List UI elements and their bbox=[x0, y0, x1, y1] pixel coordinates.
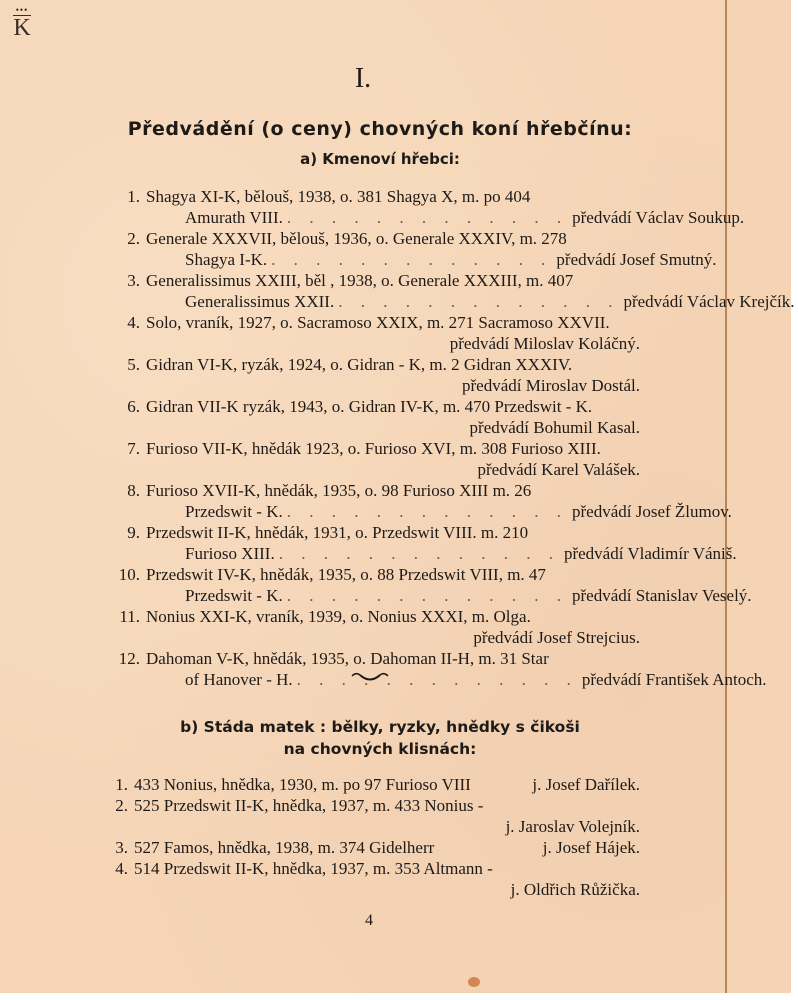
entry-continuation: of Hanover - H. bbox=[185, 670, 293, 689]
entry-number: 11. bbox=[119, 607, 140, 626]
leader-dots: . . . . . . . . . . . . . bbox=[286, 502, 568, 521]
entry-text: Przedswit IV-K, hnědák, 1935, o. 88 Przedswit VIII, m. 47 bbox=[146, 565, 546, 584]
mare-entry bbox=[100, 774, 640, 795]
section-b-title-line1: b) Stáda matek : bělky, ryzky, hnědky s čikoši bbox=[180, 718, 580, 736]
entry-keeper: j. Josef Dařílek. bbox=[532, 775, 640, 794]
stallion-entry bbox=[100, 228, 717, 270]
entry-presenter: předvádí Vladimír Vániš. bbox=[563, 544, 737, 563]
stallion-entry bbox=[100, 354, 640, 396]
page-number: 4 bbox=[365, 912, 373, 929]
leader-dots: . . . . . . . . . . . . . bbox=[296, 670, 578, 689]
entry-presenter: předvádí Václav Krejčík. bbox=[623, 292, 795, 311]
entry-presenter: předvádí Miloslav Koláčný. bbox=[449, 334, 640, 353]
logo-dots: ••• bbox=[15, 5, 29, 15]
entry-continuation: Amurath VIII. bbox=[185, 208, 283, 227]
entry-presenter: předvádí František Antoch. bbox=[581, 670, 767, 689]
entry-continuation: Shagya I-K. bbox=[185, 250, 268, 269]
entry-text: 525 Przedswit II-K, hnědka, 1937, m. 433 Nonius - bbox=[134, 796, 484, 815]
entry-number: 1. bbox=[115, 775, 128, 794]
entry-number: 12. bbox=[118, 649, 140, 668]
entry-number: 4. bbox=[127, 313, 140, 332]
entry-presenter: předvádí Josef Žlumov. bbox=[571, 502, 732, 521]
entry-number: 1. bbox=[127, 187, 140, 206]
ornament-divider-icon bbox=[330, 670, 410, 686]
leader-dots: . . . . . . . . . . . . . bbox=[338, 292, 620, 311]
stallion-entry bbox=[100, 564, 752, 606]
entry-number: 10. bbox=[118, 565, 140, 584]
entry-continuation: Przedswit - K. bbox=[185, 502, 283, 521]
entry-text: Furioso XVII-K, hnědák, 1935, o. 98 Furioso XIII m. 26 bbox=[146, 481, 532, 500]
entry-number: 6. bbox=[127, 397, 140, 416]
entry-text: Przedswit II-K, hnědák, 1931, o. Przedswit VIII. m. 210 bbox=[146, 523, 529, 542]
entry-continuation: Furioso XIII. bbox=[185, 544, 275, 563]
entry-text: Solo, vraník, 1927, o. Sacramoso XXIX, m. 271 Sacramoso XXVII. bbox=[146, 313, 610, 332]
k-logo-icon bbox=[11, 6, 33, 40]
folded-flap bbox=[727, 0, 791, 993]
entry-text: 433 Nonius, hnědka, 1930, m. po 97 Furioso VIII bbox=[134, 775, 471, 794]
entry-text: Dahoman V-K, hnědák, 1935, o. Dahoman II-H, m. 31 Star bbox=[146, 649, 549, 668]
stallion-list bbox=[100, 186, 795, 690]
entry-number: 2. bbox=[127, 229, 140, 248]
mare-entry bbox=[100, 795, 640, 837]
entry-text: Gidran VI-K, ryzák, 1924, o. Gidran - K, m. 2 Gidran XXXIV. bbox=[146, 355, 573, 374]
entry-presenter: předvádí Stanislav Veselý. bbox=[571, 586, 752, 605]
section-b-title-line2: na chovných klisnách: bbox=[283, 740, 477, 758]
entry-number: 9. bbox=[127, 523, 140, 542]
entry-text: Furioso VII-K, hnědák 1923, o. Furioso XVI, m. 308 Furioso XIII. bbox=[146, 439, 601, 458]
page-heading: Předvádění (o ceny) chovných koní hřebčínu: bbox=[127, 118, 633, 140]
entry-continuation: Przedswit - K. bbox=[185, 586, 283, 605]
entry-text: Gidran VII-K ryzák, 1943, o. Gidran IV-K, m. 470 Przedswit - K. bbox=[146, 397, 593, 416]
entry-presenter: předvádí Václav Soukup. bbox=[572, 208, 745, 227]
mare-list bbox=[100, 774, 640, 900]
entry-presenter: předvádí Josef Strejcius. bbox=[473, 628, 640, 647]
logo-letter: K bbox=[13, 15, 31, 41]
section-number: I. bbox=[354, 63, 372, 94]
mare-entry bbox=[100, 858, 640, 900]
leader-dots: . . . . . . . . . . . . . bbox=[286, 586, 568, 605]
entry-keeper: j. Jaroslav Volejník. bbox=[505, 817, 640, 836]
mare-entry bbox=[100, 837, 640, 858]
stallion-entry bbox=[100, 480, 732, 522]
stallion-entry bbox=[100, 312, 640, 354]
entry-number: 5. bbox=[127, 355, 140, 374]
entry-text: Generale XXXVII, bělouš, 1936, o. Generale XXXIV, m. 278 bbox=[146, 229, 567, 248]
leader-dots: . . . . . . . . . . . . . bbox=[278, 544, 560, 563]
stallion-entry bbox=[100, 270, 795, 312]
leader-dots: . . . . . . . . . . . . . bbox=[286, 208, 569, 227]
entry-text: 514 Przedswit II-K, hnědka, 1937, m. 353 Altmann - bbox=[134, 859, 493, 878]
entry-continuation: Generalissimus XXII. bbox=[185, 292, 335, 311]
entry-number: 3. bbox=[127, 271, 140, 290]
entry-number: 3. bbox=[115, 838, 128, 857]
section-a-title: a) Kmenoví hřebci: bbox=[300, 150, 460, 168]
entry-presenter: předvádí Josef Smutný. bbox=[556, 250, 717, 269]
entry-keeper: j. Oldřich Růžička. bbox=[510, 880, 640, 899]
entry-text: Nonius XXI-K, vraník, 1939, o. Nonius XXXI, m. Olga. bbox=[146, 607, 531, 626]
leader-dots: . . . . . . . . . . . . . bbox=[271, 250, 553, 269]
entry-presenter: předvádí Miroslav Dostál. bbox=[462, 376, 640, 395]
entry-keeper: j. Josef Hájek. bbox=[542, 838, 640, 857]
entry-text: 527 Famos, hnědka, 1938, m. 374 Gidelherr bbox=[134, 838, 435, 857]
entry-presenter: předvádí Karel Valášek. bbox=[477, 460, 640, 479]
entry-number: 2. bbox=[115, 796, 128, 815]
stallion-entry bbox=[100, 186, 745, 228]
stallion-entry bbox=[100, 438, 640, 480]
stallion-entry bbox=[100, 522, 737, 564]
entry-text: Generalissimus XXIII, běl , 1938, o. Generale XXXIII, m. 407 bbox=[146, 271, 574, 290]
paper-stain bbox=[468, 977, 480, 987]
stallion-entry bbox=[100, 396, 640, 438]
entry-text: Shagya XI-K, bělouš, 1938, o. 381 Shagya X, m. po 404 bbox=[146, 187, 531, 206]
entry-number: 7. bbox=[127, 439, 140, 458]
entry-presenter: předvádí Bohumil Kasal. bbox=[469, 418, 640, 437]
entry-number: 8. bbox=[127, 481, 140, 500]
stallion-entry bbox=[100, 606, 640, 648]
entry-number: 4. bbox=[115, 859, 128, 878]
